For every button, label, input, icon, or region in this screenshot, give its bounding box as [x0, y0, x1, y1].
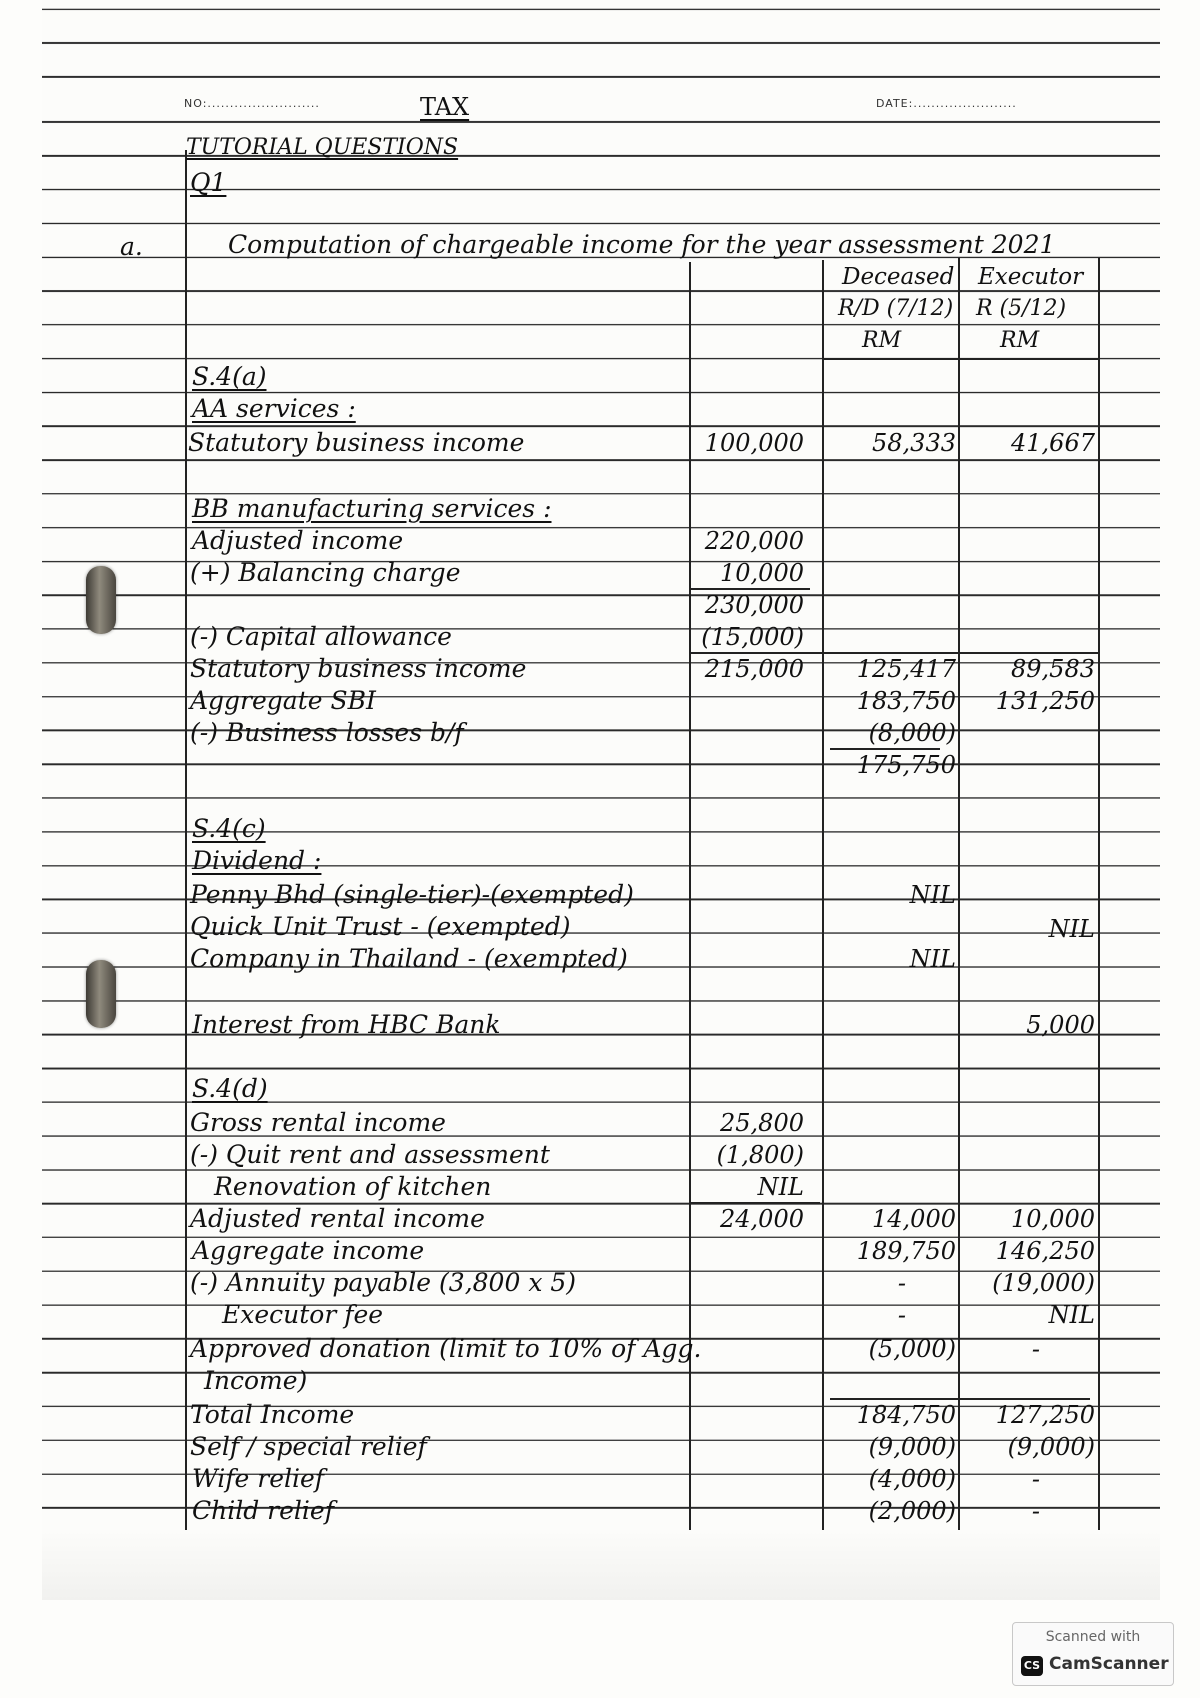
subtotal-value: 230,000: [704, 591, 804, 619]
donation-label: Approved donation (limit to 10% of Agg.: [190, 1334, 702, 1363]
paper-edge: [42, 1530, 1160, 1600]
bb-sbi-label: Statutory business income: [190, 654, 527, 683]
quick-executor: NIL: [1048, 915, 1095, 943]
agg-income-executor: 146,250: [995, 1237, 1095, 1265]
gross-rent-label: Gross rental income: [190, 1108, 446, 1137]
adj-rental-deceased: 14,000: [872, 1205, 956, 1233]
question-number: Q1: [190, 168, 227, 197]
section-s4d: S.4(d): [192, 1074, 268, 1103]
quick-label: Quick Unit Trust - (exempted): [190, 912, 571, 941]
dividend-label: Dividend :: [192, 846, 322, 875]
margin-line: [185, 150, 187, 1530]
interest-label: Interest from HBC Bank: [192, 1010, 501, 1039]
agg-income-deceased: 189,750: [856, 1237, 956, 1265]
self-relief-deceased: (9,000): [868, 1433, 956, 1461]
penny-deceased: NIL: [909, 881, 956, 909]
exec-fee-executor: NIL: [1048, 1301, 1095, 1329]
agg-sbi-deceased: 183,750: [856, 687, 956, 715]
after-loss-deceased: 175,750: [856, 751, 956, 779]
quit-rent-value: (1,800): [716, 1141, 804, 1169]
aa-sbi-total: 100,000: [704, 429, 804, 457]
column-line-3: [822, 260, 824, 1530]
adj-income-label: Adjusted income: [192, 526, 404, 555]
child-relief-executor: -: [1031, 1497, 1040, 1525]
interest-executor: 5,000: [1026, 1011, 1095, 1039]
penny-label: Penny Bhd (single-tier)-(exempted): [190, 880, 634, 909]
executor-currency: RM: [1000, 328, 1040, 353]
cap-allow-label: (-) Capital allowance: [190, 622, 452, 651]
thailand-deceased: NIL: [909, 945, 956, 973]
executor-ratio: R (5/12): [976, 296, 1067, 321]
bal-charge-value: 10,000: [720, 559, 804, 587]
column-line-5: [1098, 258, 1100, 1530]
computation-title: Computation of chargeable income for the year assessment 2021: [228, 230, 1056, 259]
binder-hole-bottom: [86, 960, 116, 1028]
total-income-executor: 127,250: [995, 1401, 1095, 1429]
camscanner-logo-icon: CS: [1021, 1656, 1043, 1676]
section-s4c: S.4(c): [192, 814, 266, 843]
quit-rent-label: (-) Quit rent and assessment: [190, 1140, 550, 1169]
exec-fee-deceased: -: [897, 1301, 906, 1329]
date-label: DATE:.......................: [876, 97, 1017, 110]
agg-sbi-label: Aggregate SBI: [190, 686, 376, 715]
part-label: a.: [120, 232, 143, 261]
bb-services-label: BB manufacturing services :: [192, 494, 552, 523]
binder-hole-top: [86, 566, 116, 634]
section-s4a: S.4(a): [192, 362, 267, 391]
wife-relief-executor: -: [1031, 1465, 1040, 1493]
renovation-value: NIL: [757, 1173, 804, 1201]
adj-rental-label: Adjusted rental income: [190, 1204, 485, 1233]
executor-header: Executor: [978, 264, 1084, 290]
aa-sbi-executor: 41,667: [1011, 429, 1095, 457]
cap-allow-value: (15,000): [701, 623, 804, 651]
donation-label-cont: Income): [204, 1366, 308, 1395]
total-income-deceased: 184,750: [856, 1401, 956, 1429]
adj-rental-executor: 10,000: [1011, 1205, 1095, 1233]
total-income-label: Total Income: [190, 1400, 355, 1429]
bus-loss-label: (-) Business losses b/f: [190, 718, 464, 747]
donation-executor: -: [1031, 1335, 1040, 1363]
gross-rent-value: 25,800: [720, 1109, 804, 1137]
annuity-deceased: -: [897, 1269, 906, 1297]
thailand-label: Company in Thailand - (exempted): [190, 944, 628, 973]
aa-services-label: AA services :: [192, 394, 356, 423]
exec-fee-label: Executor fee: [222, 1300, 384, 1329]
no-label: NO:.........................: [184, 97, 320, 110]
tutorial-heading: TUTORIAL QUESTIONS: [186, 135, 459, 160]
header-rule: [822, 358, 1100, 360]
wife-relief-deceased: (4,000): [868, 1465, 956, 1493]
bb-sbi-total: 215,000: [704, 655, 804, 683]
wife-relief-label: Wife relief: [192, 1464, 325, 1493]
aa-sbi-label: Statutory business income: [188, 428, 525, 457]
deceased-currency: RM: [862, 328, 902, 353]
donation-deceased: (5,000): [868, 1335, 956, 1363]
adj-rental-total: 24,000: [720, 1205, 804, 1233]
agg-income-label: Aggregate income: [192, 1236, 425, 1265]
adj-income-value: 220,000: [704, 527, 804, 555]
bal-charge-label: (+) Balancing charge: [190, 558, 461, 587]
camscanner-brand: CamScanner: [1049, 1654, 1169, 1674]
annuity-label: (-) Annuity payable (3,800 x 5): [190, 1268, 577, 1297]
self-relief-label: Self / special relief: [190, 1432, 427, 1461]
renovation-label: Renovation of kitchen: [214, 1172, 492, 1201]
scanned-with-text: Scanned with: [1045, 1629, 1141, 1645]
bb-sbi-executor: 89,583: [1011, 655, 1095, 683]
annuity-executor: (19,000): [992, 1269, 1095, 1297]
deceased-header: Deceased: [842, 264, 955, 290]
aa-sbi-deceased: 58,333: [872, 429, 956, 457]
subject-title: TAX: [420, 93, 470, 121]
bb-sbi-deceased: 125,417: [856, 655, 956, 683]
agg-sbi-executor: 131,250: [995, 687, 1095, 715]
camscanner-badge: [1012, 1622, 1174, 1686]
self-relief-executor: (9,000): [1007, 1433, 1095, 1461]
bus-loss-deceased: (8,000): [868, 719, 956, 747]
deceased-ratio: R/D (7/12): [838, 296, 954, 321]
child-relief-deceased: (2,000): [868, 1497, 956, 1525]
child-relief-label: Child relief: [192, 1496, 334, 1525]
